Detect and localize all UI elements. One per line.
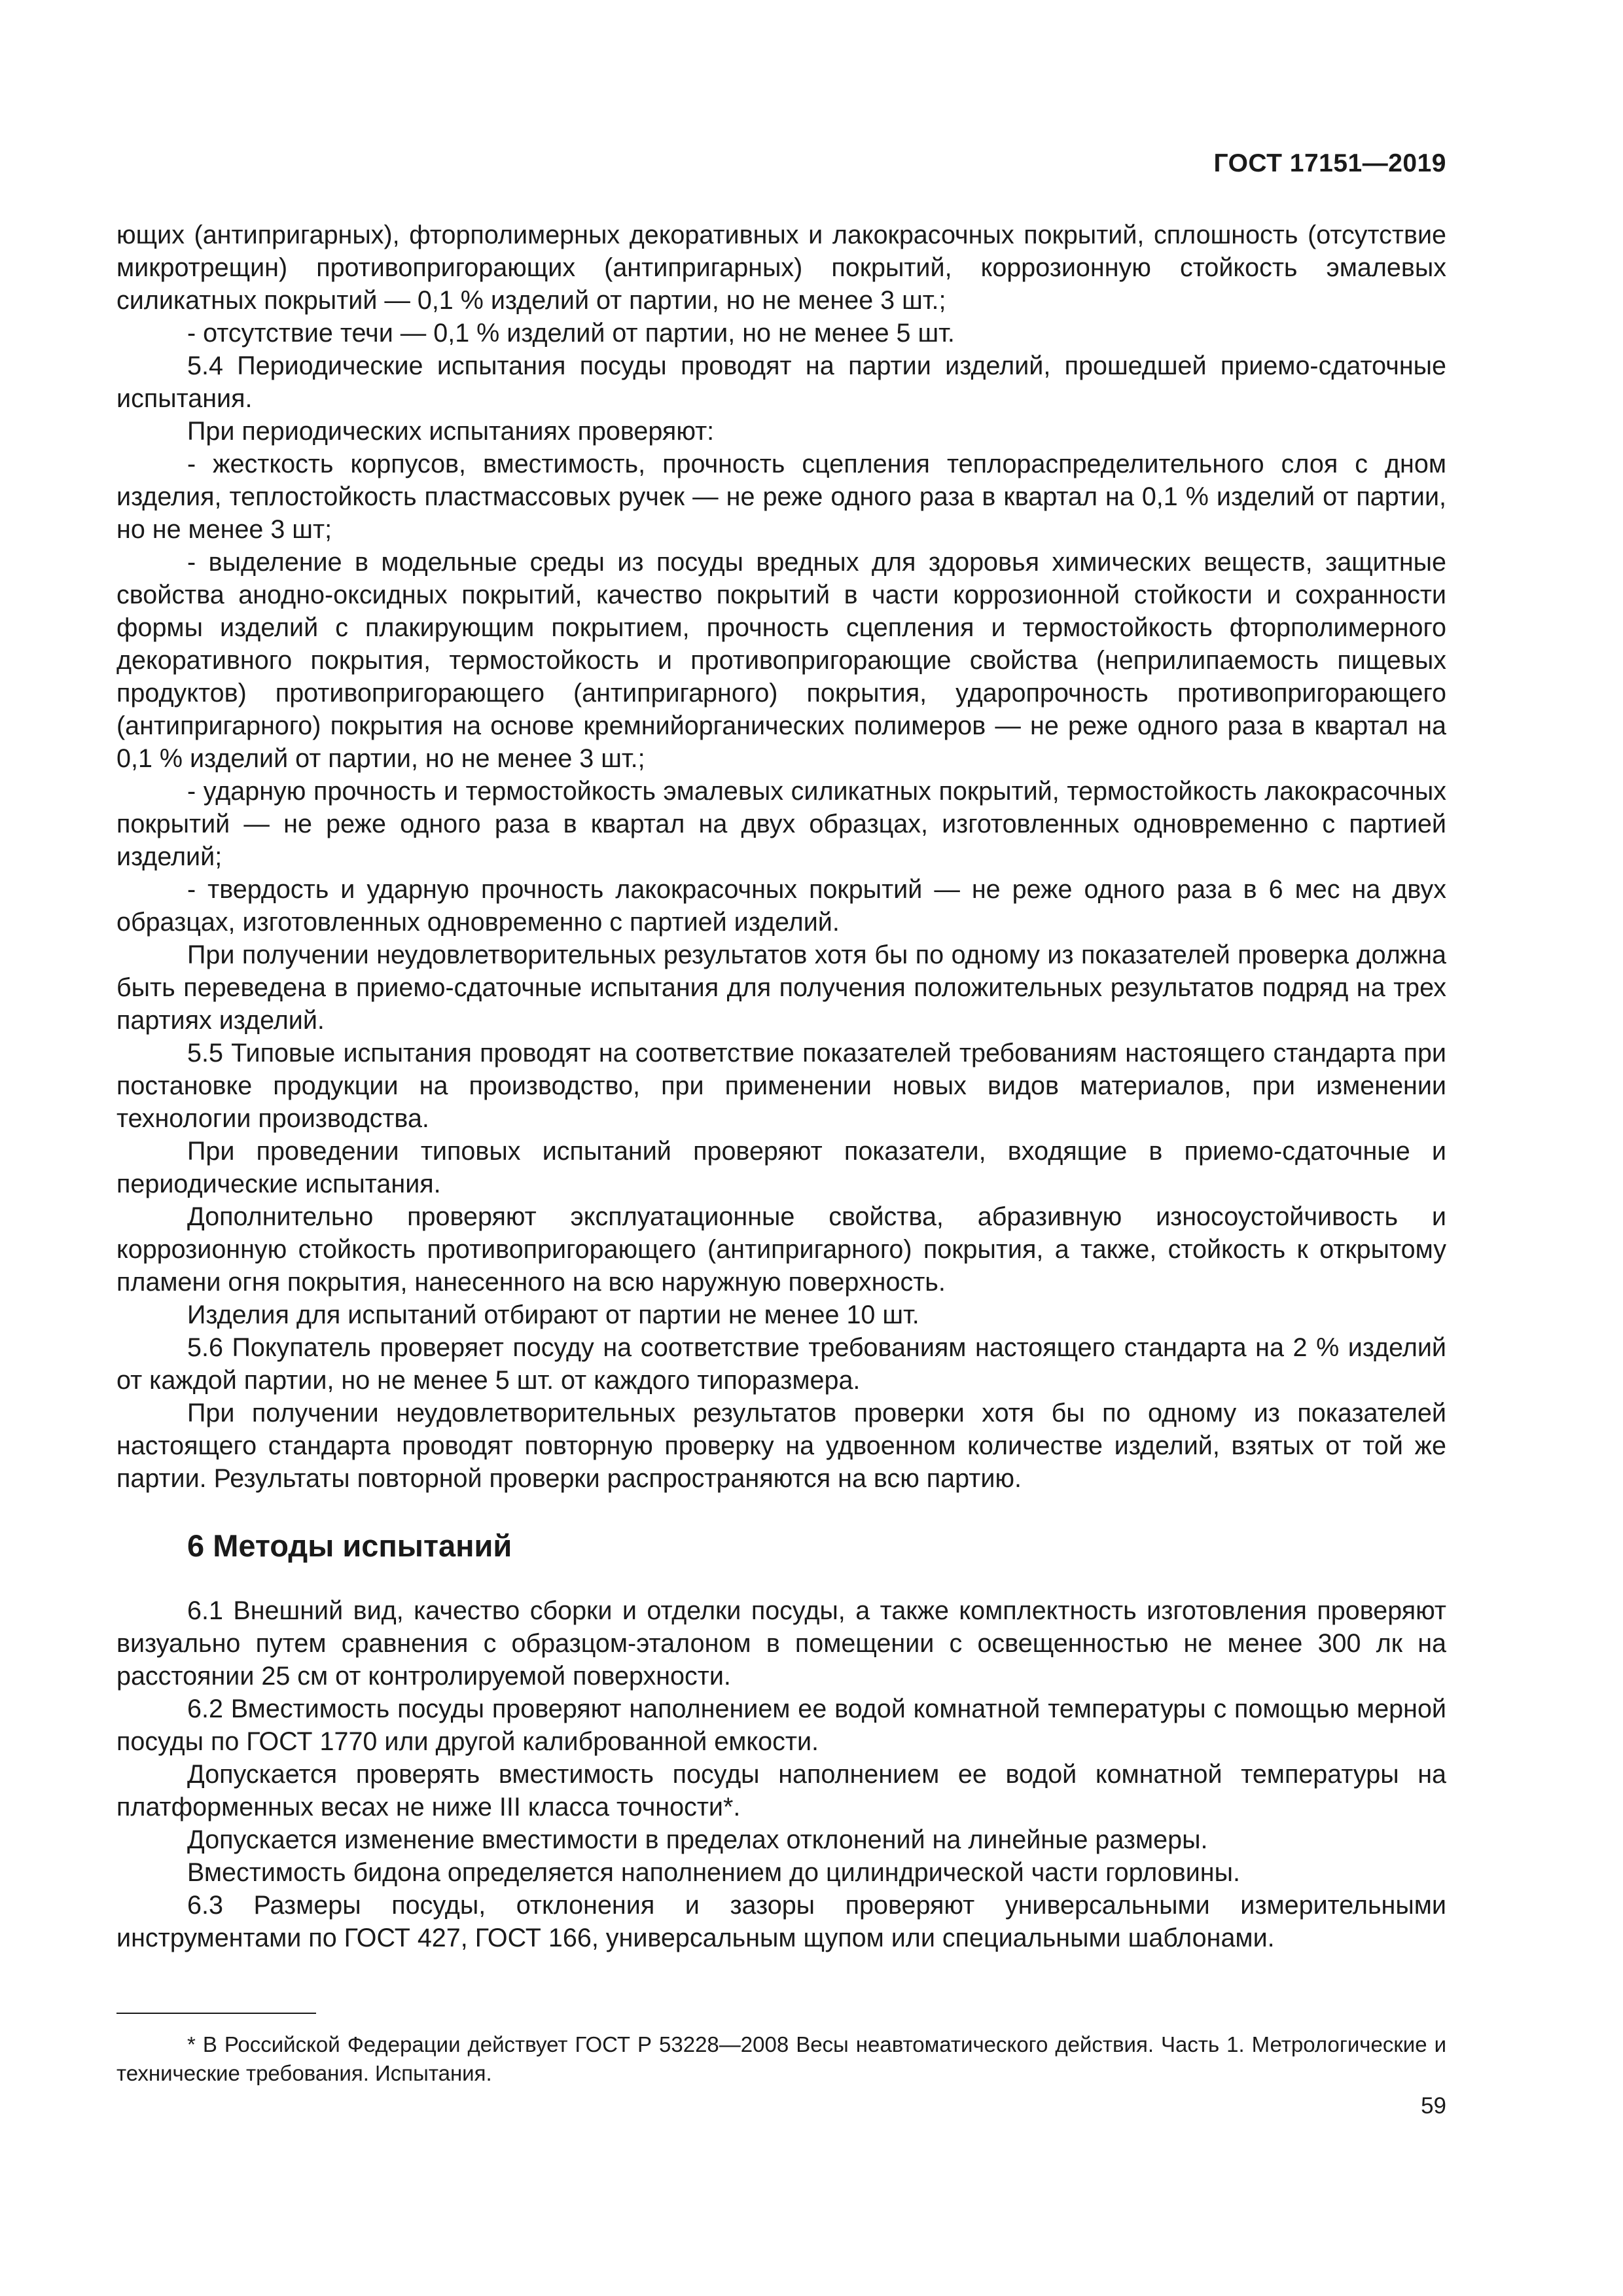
footnote-text: * В Российской Федерации действует ГОСТ Р 53228—2008 Весы неавтоматического действия. Часть 1. Метрологические и технические требования. Испытания.	[116, 2032, 1446, 2085]
paragraph: 5.4 Периодические испытания посуды проводят на партии изделий, прошедшей приемо-сдаточные испытания.	[116, 351, 1446, 413]
paragraph: 6.2 Вместимость посуды проверяют наполнением ее водой комнатной температуры с помощью мерной посуды по ГОСТ 1770 или другой калиброванной емкости.	[116, 1695, 1446, 1756]
standard-designation: ГОСТ 17151—2019	[1213, 149, 1446, 177]
paragraphs-before-section	[116, 219, 1446, 1495]
paragraph: Допускается изменение вместимости в пределах отклонений на линейные размеры.	[187, 1825, 1208, 1854]
page-number: 59	[1421, 2093, 1446, 2119]
paragraph: При получении неудовлетворительных результатов проверки хотя бы по одному из показателей настоящего стандарта проводят повторную проверку на удвоенном количестве изделий, взятых от той же партии. Результаты повторной проверки распространяются на всю партию.	[116, 1399, 1446, 1493]
paragraph: При получении неудовлетворительных результатов хотя бы по одному из показателей проверка должна быть переведена в приемо-сдаточные испытания для получения положительных результатов подряд на трех партиях изделий.	[116, 941, 1446, 1035]
footnote	[116, 2030, 1446, 2088]
body-text	[116, 219, 1446, 1954]
section-heading: 6 Методы испытаний	[187, 1528, 512, 1563]
paragraph: 6.1 Внешний вид, качество сборки и отделки посуды, а также комплектность изготовления проверяют визуально путем сравнения с образцом-эталоном в помещении с освещенностью не менее 300 лк на расстоянии 25 см от контролируемой поверхности.	[116, 1596, 1446, 1691]
footnote-separator	[116, 2013, 316, 2014]
paragraph: Изделия для испытаний отбирают от партии не менее 10 шт.	[187, 1300, 919, 1329]
list-item: - твердость и ударную прочность лакокрасочных покрытий — не реже одного раза в 6 мес на двух образцах, изготовленных одновременно с партией изделий.	[116, 875, 1446, 937]
paragraph: При проведении типовых испытаний проверяют показатели, входящие в приемо-сдаточные и периодические испытания.	[116, 1137, 1446, 1198]
list-item: - жесткость корпусов, вместимость, прочность сцепления теплораспределительного слоя с дном изделия, теплостойкость пластмассовых ручек — не реже одного раза в квартал на 0,1 % изделий от партии, но не менее 3 шт;	[116, 450, 1446, 544]
paragraph: 5.6 Покупатель проверяет посуду на соответствие требованиям настоящего стандарта на 2 % изделий от каждой партии, но не менее 5 шт. от каждого типоразмера.	[116, 1333, 1446, 1395]
paragraph: При периодических испытаниях проверяют:	[187, 417, 715, 446]
paragraph: Вместимость бидона определяется наполнением до цилиндрической части горловины.	[187, 1858, 1240, 1887]
paragraph: 6.3 Размеры посуды, отклонения и зазоры проверяют универсальными измерительными инструментами по ГОСТ 427, ГОСТ 166, универсальным щупом или специальными шаблонами.	[116, 1891, 1446, 1952]
paragraphs-after-section	[116, 1594, 1446, 1954]
paragraph: Допускается проверять вместимость посуды наполнением ее водой комнатной температуры на платформенных весах не ниже III класса точности*.	[116, 1760, 1446, 1821]
list-item: - ударную прочность и термостойкость эмалевых силикатных покрытий, термостойкость лакокрасочных покрытий — не реже одного раза в квартал на двух образцах, изготовленных одновременно с партией изделий;	[116, 777, 1446, 871]
list-item: - выделение в модельные среды из посуды вредных для здоровья химических веществ, защитные свойства анодно-оксидных покрытий, качество покрытий в части коррозионной стойкости и сохранности формы изделий с плакирующим покрытием, прочность сцепления и термостойкость фторполимерного декоративного покрытия, термостойкость и противопригорающие свойства (неприлипаемость пищевых продуктов) противопригорающего (антипригарного) покрытия, ударопрочность противопригорающего (антипригарного) покрытия на основе кремнийорганических полимеров — не реже одного раза в квартал на 0,1 % изделий от партии, но не менее 3 шт.;	[116, 548, 1446, 773]
paragraph: Дополнительно проверяют эксплуатационные свойства, абразивную износоустойчивость и коррозионную стойкость противопригорающего (антипригарного) покрытия, а также, стойкость к открытому пламени огня покрытия, нанесенного на всю наружную поверхность.	[116, 1202, 1446, 1297]
paragraph: 5.5 Типовые испытания проводят на соответствие показателей требованиям настоящего стандарта при постановке продукции на производство, при применении новых видов материалов, при изменении технологии производства.	[116, 1039, 1446, 1133]
paragraph: ющих (антипригарных), фторполимерных декоративных и лакокрасочных покрытий, сплошность (отсутствие микротрещин) противопригорающих (антипригарных) покрытий, коррозионную стойкость эмалевых силикатных покрытий — 0,1 % изделий от партии, но не менее 3 шт.;	[116, 221, 1446, 315]
list-item: - отсутствие течи — 0,1 % изделий от партии, но не менее 5 шт.	[187, 319, 955, 348]
